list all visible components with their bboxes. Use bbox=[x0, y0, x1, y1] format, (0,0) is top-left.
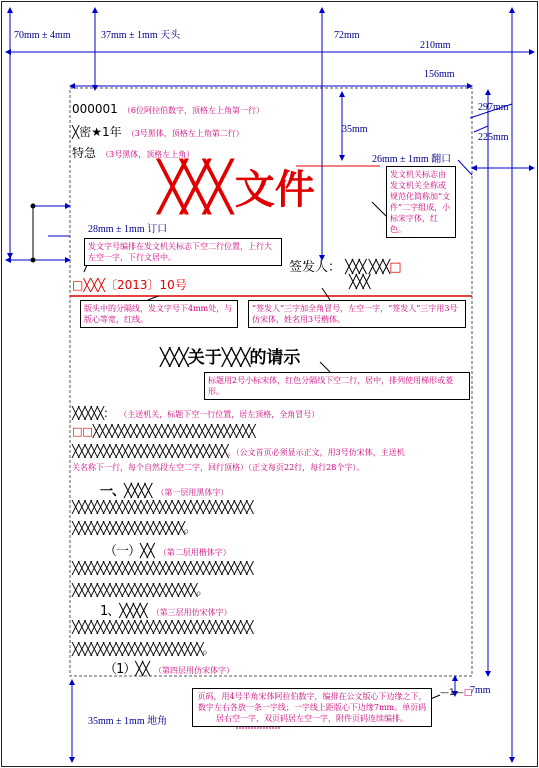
signer-row bbox=[289, 256, 402, 275]
callout-page-number: 页码，用4号半角宋体阿拉伯数字，编排在公文版心下边缘之下，数字左右各放一条一字线；一字线上距版心下边缘7mm。单页码居右空一字，双页码居左空一字，附件页码连续编排。 bbox=[192, 688, 432, 727]
signer-names-2: ╳╳╳ bbox=[349, 275, 370, 290]
doc-number bbox=[72, 276, 187, 293]
org-mark-word: 文件 bbox=[234, 166, 315, 213]
serial-note: （6位阿拉伯数字，顶格左上角第一行） bbox=[122, 106, 264, 115]
heading-4: （1）╳╳ bbox=[104, 662, 149, 677]
body-note-3: 关名称下一行，每个自然段左空二字，回行顶格）（正文每页22行，每行28个字）。 bbox=[72, 463, 365, 472]
dim-35: 35mm bbox=[342, 124, 368, 135]
heading-2-line-1: ╳╳╳╳╳╳╳╳╳╳╳╳╳╳╳╳╳╳╳╳╳╳╳╳╳╳╳╳╳ bbox=[72, 561, 253, 575]
dim-text-height: 225mm bbox=[478, 132, 509, 143]
org-mark-x: ╳╳╳ bbox=[158, 159, 227, 215]
urgency: 特急 bbox=[72, 146, 97, 160]
dim-binding: 28mm ± 1mm 订口 bbox=[88, 224, 168, 235]
indent-squares: □□ bbox=[72, 425, 93, 438]
heading-2-note: （第二层用楷体字） bbox=[158, 548, 231, 557]
page-number bbox=[440, 688, 472, 698]
callout-title-style: 标题用2号小标宋体，红色分隔线下空二行，居中，排列使用梯形或菱形。 bbox=[204, 372, 470, 400]
heading-4-note: （第四层用仿宋体字） bbox=[154, 666, 235, 675]
page-number-square: □ bbox=[463, 688, 473, 698]
body-note-2: 。（公文首页必须显示正文，用3号仿宋体，主送机 bbox=[227, 448, 405, 457]
signer-label: 签发人： bbox=[289, 260, 342, 275]
body-text-2: ╳╳╳╳╳╳╳╳╳╳╳╳╳╳╳╳╳╳╳╳╳╳╳╳╳ bbox=[72, 444, 228, 458]
org-mark-title bbox=[158, 158, 315, 215]
callout-org-mark: 发文机关标志由发文机关全称或规范化简称加“文件”二字组成，小标宋字体，红色。 bbox=[386, 166, 456, 238]
secret-row bbox=[72, 121, 244, 140]
request-title-about: 关于 bbox=[187, 348, 222, 368]
dim-page-num-gap: 7mm bbox=[470, 685, 491, 696]
heading-3-row bbox=[100, 600, 232, 619]
heading-2-line-2: ╳╳╳╳╳╳╳╳╳╳╳╳╳╳╳╳╳╳╳╳。 bbox=[72, 583, 208, 597]
dim-flip: 26mm ± 1mm 翻口 bbox=[372, 154, 452, 165]
dim-page-height: 297mm bbox=[478, 102, 509, 113]
dim-bottom: 35mm ± 1mm 地角 bbox=[88, 716, 168, 727]
request-title-x2: ╳╳╳ bbox=[221, 348, 250, 368]
body-line-2 bbox=[72, 440, 405, 459]
heading-1: 一、╳╳╳╳ bbox=[100, 484, 152, 499]
addressee: ╳╳╳╳╳： bbox=[72, 406, 115, 420]
dim-right-col: 72mm bbox=[334, 30, 360, 41]
addressee-row bbox=[72, 402, 319, 421]
addressee-note: （主送机关，标题下空一行位置，居左顶格，全角冒号） bbox=[119, 410, 320, 419]
secret-level: ╳密★1年 bbox=[72, 125, 122, 139]
heading-3-line-2: ╳╳╳╳╳╳╳╳╳╳╳╳╳╳╳╳╳╳╳╳╳。 bbox=[72, 642, 214, 656]
request-title-end: 的请示 bbox=[249, 348, 301, 368]
heading-2: （一）╳╳ bbox=[104, 544, 154, 559]
callout-separator: 版头中的分隔线，发文字号下4mm处，与版心等宽，红线。 bbox=[80, 300, 238, 328]
heading-3-line-1: ╳╳╳╳╳╳╳╳╳╳╳╳╳╳╳╳╳╳╳╳╳╳╳╳╳╳╳╳╳ bbox=[72, 620, 253, 634]
secret-note: （3号黑体，顶格左上角第二行） bbox=[126, 129, 244, 138]
heading-1-row bbox=[100, 480, 228, 499]
heading-3: 1、╳╳╳╳ bbox=[100, 604, 147, 619]
urgent-note: （3号黑体，顶格左上角） bbox=[101, 150, 195, 159]
serial-number: 000001 bbox=[72, 102, 118, 116]
request-title bbox=[160, 343, 300, 368]
heading-1-line-1: ╳╳╳╳╳╳╳╳╳╳╳╳╳╳╳╳╳╳╳╳╳╳╳╳╳╳╳╳╳ bbox=[72, 500, 253, 514]
body-text-1: ╳╳╳╳╳╳╳╳╳╳╳╳╳╳╳╳╳╳╳╳╳╳╳╳╳╳ bbox=[92, 424, 255, 438]
dim-text-width: 156mm bbox=[424, 69, 455, 80]
serial-row bbox=[72, 98, 264, 117]
signer-names: ╳╳╳ ╳╳╳ bbox=[345, 260, 390, 275]
request-title-x1: ╳╳╳ bbox=[160, 348, 188, 368]
heading-1-note: （第一层用黑体字） bbox=[156, 488, 229, 497]
signer-square: □ bbox=[389, 260, 402, 275]
heading-4-row bbox=[104, 658, 234, 677]
dim-left-margin: 70mm ± 4mm bbox=[14, 30, 71, 41]
dim-top-margin: 37mm ± 1mm 天头 bbox=[101, 30, 181, 41]
callout-doc-number: 发文字号编排在发文机关标志下空二行位置，上行大左空一字，下行文居中。 bbox=[84, 238, 282, 266]
body-line-1 bbox=[72, 420, 255, 439]
heading-1-line-2: ╳╳╳╳╳╳╳╳╳╳╳╳╳╳╳╳╳╳。 bbox=[72, 521, 196, 535]
heading-3-note: （第三层用仿宋体字） bbox=[151, 608, 232, 617]
page-number-text: —1— bbox=[440, 688, 464, 698]
callout-signer: “签发人”三字加全角冒号，左空一字，“签发人”三字用3号仿宋体，姓名用3号楷体。 bbox=[248, 300, 466, 328]
doc-number-text: □╳╳╳〔2013〕10号 bbox=[72, 278, 187, 292]
dim-page-width: 210mm bbox=[420, 40, 451, 51]
heading-2-row bbox=[104, 540, 231, 559]
